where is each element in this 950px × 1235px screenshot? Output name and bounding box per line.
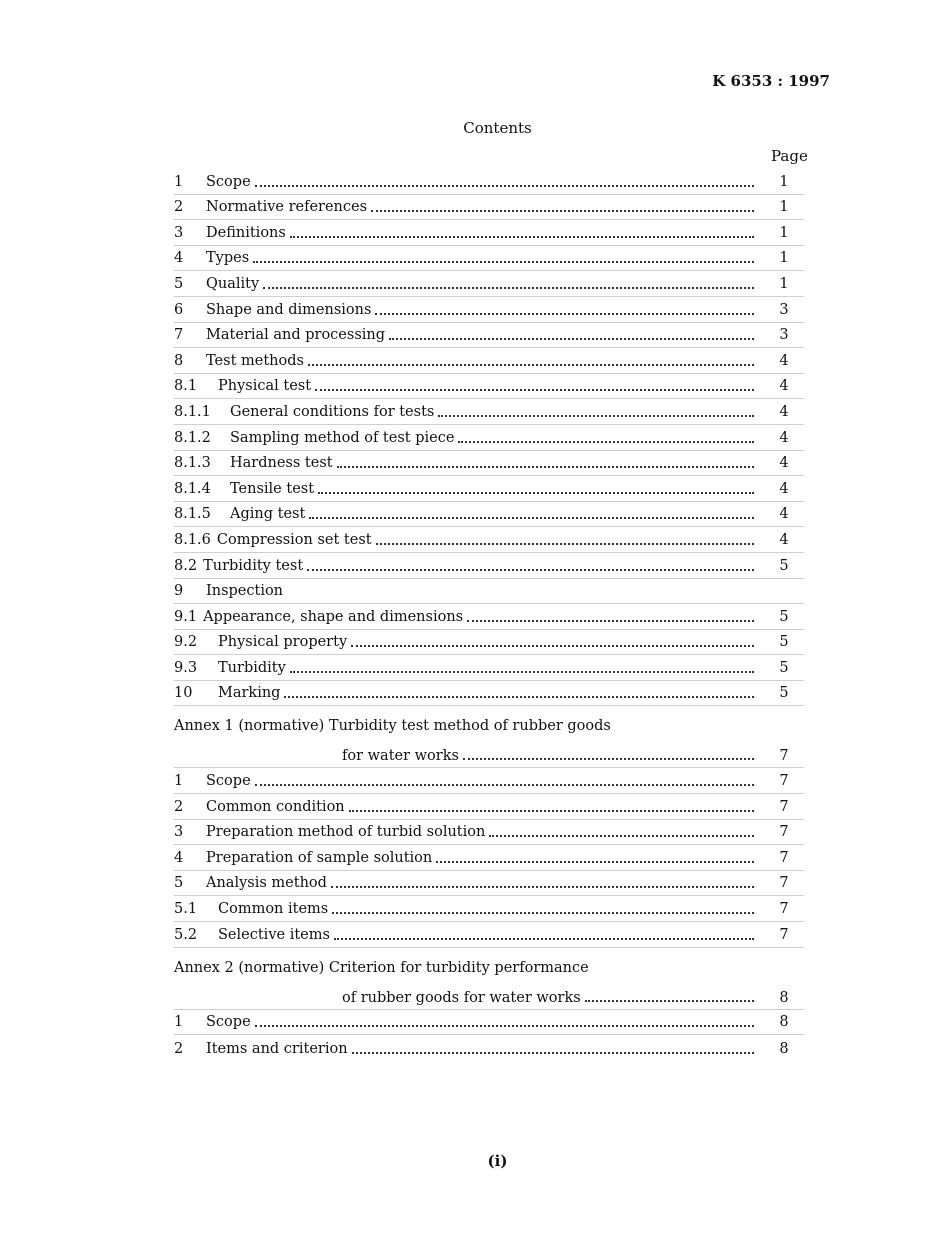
entry-number: 5 [174, 875, 184, 892]
toc-entry-8-1[interactable] [174, 374, 804, 400]
entry-number: 5.2 [174, 926, 198, 943]
entry-title: Marking [218, 685, 281, 702]
entry-page: 7 [779, 926, 789, 943]
dot-leader [463, 758, 754, 760]
toc-annex-1-entry-5[interactable] [174, 871, 804, 897]
entry-number: 10 [174, 685, 193, 702]
entry-title: Types [206, 250, 250, 267]
entry-page: 3 [779, 301, 789, 318]
toc-entry-1[interactable] [174, 169, 804, 195]
toc-entry-6[interactable] [174, 297, 804, 323]
entry-number: 9.3 [174, 659, 198, 676]
entry-number: 5 [174, 275, 184, 292]
entry-number: 8.2 [174, 557, 198, 574]
dot-leader [309, 517, 754, 519]
entry-number: 9 [174, 583, 184, 600]
toc-annex-1-entry-2[interactable] [174, 794, 804, 820]
toc-annex-1-entry-3[interactable] [174, 820, 804, 846]
entry-title: Preparation of sample solution [206, 849, 433, 866]
entry-page: 3 [779, 327, 789, 344]
annex-title-continued: of rubber goods for water works [342, 989, 581, 1006]
contents-title: Contents [463, 119, 532, 137]
dot-leader [332, 912, 754, 914]
toc-annex-1[interactable] [174, 716, 804, 768]
entry-page: 4 [779, 429, 789, 446]
entry-number: 8.1.5 [174, 506, 211, 523]
toc-entry-5[interactable] [174, 271, 804, 297]
annex-title: Annex 2 (normative) Criterion for turbidity performance [174, 959, 589, 976]
entry-number: 7 [174, 327, 184, 344]
dot-leader [308, 364, 754, 366]
entry-page: 4 [779, 403, 789, 420]
toc-entry-9-3[interactable] [174, 655, 804, 681]
annex-title: Annex 1 (normative) Turbidity test method of rubber goods [174, 718, 611, 735]
dot-leader [318, 492, 754, 494]
entry-page: 1 [779, 275, 789, 292]
entry-number: 1 [174, 773, 184, 790]
dot-leader [307, 569, 754, 571]
dot-leader [255, 185, 754, 187]
dot-leader [315, 389, 754, 391]
dot-leader [255, 784, 754, 786]
entry-title: Preparation method of turbid solution [206, 824, 486, 841]
entry-page: 5 [779, 634, 789, 651]
dot-leader [290, 671, 754, 673]
entry-title: Normative references [206, 199, 368, 216]
page-number-footer: (i) [487, 1152, 508, 1170]
toc-entry-7[interactable] [174, 323, 804, 349]
dot-leader [255, 1025, 754, 1027]
toc-entry-9[interactable] [174, 579, 804, 605]
entry-title: Hardness test [230, 455, 333, 472]
entry-title: Selective items [218, 926, 330, 943]
entry-number: 8.1 [174, 378, 198, 395]
toc-annex-1-entry-4[interactable] [174, 845, 804, 871]
entry-page: 7 [779, 849, 789, 866]
entry-title: Physical test [218, 378, 312, 395]
dot-leader [389, 338, 754, 340]
dot-leader [489, 835, 754, 837]
entry-title: Sampling method of test piece [230, 429, 455, 446]
dot-leader [458, 441, 754, 443]
toc-annex-2-entry-1[interactable] [174, 1010, 804, 1036]
toc-entry-8-1-1[interactable] [174, 399, 804, 425]
dot-leader [351, 645, 754, 647]
dot-leader [376, 543, 754, 545]
toc-annex-2[interactable] [174, 958, 804, 1010]
entry-title: Material and processing [206, 327, 386, 344]
dot-leader [585, 1000, 754, 1002]
entry-number: 5.1 [174, 901, 198, 918]
annex-title-continued: for water works [342, 748, 459, 765]
entry-title: Aging test [230, 506, 306, 523]
entry-page: 7 [779, 901, 789, 918]
page-column-label: Page [771, 147, 808, 165]
toc-entry-8[interactable] [174, 348, 804, 374]
toc-entry-8-1-4[interactable] [174, 476, 804, 502]
entry-page: 7 [779, 773, 789, 790]
dot-leader [263, 287, 754, 289]
dot-leader [352, 1052, 754, 1054]
toc-entry-10[interactable] [174, 681, 804, 707]
entry-page: 8 [779, 1014, 789, 1031]
entry-title: Definitions [206, 224, 286, 241]
toc-entry-8-1-2[interactable] [174, 425, 804, 451]
document-id: K 6353 : 1997 [712, 72, 830, 90]
toc-entry-9-2[interactable] [174, 630, 804, 656]
entry-page: 5 [779, 685, 789, 702]
toc-entry-8-1-6[interactable] [174, 527, 804, 553]
entry-title: Quality [206, 275, 260, 292]
entry-title: Scope [206, 1014, 251, 1031]
entry-number: 2 [174, 199, 184, 216]
dot-leader [371, 210, 754, 212]
entry-number: 3 [174, 224, 184, 241]
entry-page: 5 [779, 608, 789, 625]
entry-page: 1 [779, 199, 789, 216]
entry-title: Turbidity [218, 659, 286, 676]
entry-number: 2 [174, 1040, 184, 1057]
entry-page: 5 [779, 659, 789, 676]
entry-page: 8 [779, 1040, 789, 1057]
entry-number: 2 [174, 798, 184, 815]
entry-title: Analysis method [206, 875, 327, 892]
dot-leader [436, 861, 754, 863]
entry-page: 1 [779, 250, 789, 267]
entry-title: General conditions for tests [230, 403, 435, 420]
table-of-contents [174, 169, 804, 1061]
toc-annex-1-entry-5-2[interactable] [174, 922, 804, 948]
entry-page: 8 [779, 989, 789, 1006]
toc-annex-1-entry-5-1[interactable] [174, 896, 804, 922]
entry-title: Common condition [206, 798, 345, 815]
entry-title: Compression set test [216, 531, 372, 548]
toc-annex-1-entry-1[interactable] [174, 768, 804, 794]
entry-number: 8.1.3 [174, 455, 211, 472]
dot-leader [438, 415, 754, 417]
entry-title: Common items [218, 901, 329, 918]
entry-number: 9.2 [174, 634, 198, 651]
dot-leader [337, 466, 754, 468]
entry-title: Test methods [206, 352, 304, 369]
entry-page: 4 [779, 378, 789, 395]
entry-title: Scope [206, 773, 251, 790]
entry-number: 3 [174, 824, 184, 841]
entry-title: Turbidity test [203, 557, 304, 574]
toc-entry-8-2[interactable] [174, 553, 804, 579]
dot-leader [375, 313, 754, 315]
entry-number: 8.1.6 [174, 531, 211, 548]
toc-entry-2[interactable] [174, 195, 804, 221]
entry-page: 4 [779, 531, 789, 548]
entry-title: Appearance, shape and dimensions [203, 608, 464, 625]
dot-leader [331, 886, 754, 888]
entry-page: 4 [779, 455, 789, 472]
dot-leader [290, 236, 754, 238]
entry-number: 9.1 [174, 608, 198, 625]
entry-page: 1 [779, 173, 789, 190]
entry-number: 4 [174, 250, 184, 267]
entry-page: 1 [779, 224, 789, 241]
entry-number: 6 [174, 301, 184, 318]
entry-title: Shape and dimensions [206, 301, 372, 318]
entry-number: 8.1.1 [174, 403, 211, 420]
entry-page: 4 [779, 352, 789, 369]
toc-entry-9-1[interactable] [174, 604, 804, 630]
dot-leader [349, 810, 754, 812]
entry-number: 8.1.2 [174, 429, 211, 446]
entry-title: Scope [206, 173, 251, 190]
entry-page: 4 [779, 506, 789, 523]
entry-number: 1 [174, 1014, 184, 1031]
entry-number: 1 [174, 173, 184, 190]
toc-entry-8-1-3[interactable] [174, 451, 804, 477]
dot-leader [334, 938, 754, 940]
entry-number: 4 [174, 849, 184, 866]
entry-title: Tensile test [230, 480, 315, 497]
entry-page: 7 [779, 748, 789, 765]
entry-number: 8.1.4 [174, 480, 211, 497]
entry-title: Items and criterion [206, 1040, 348, 1057]
toc-entry-3[interactable] [174, 220, 804, 246]
entry-title: Inspection [206, 583, 284, 600]
entry-page: 7 [779, 798, 789, 815]
toc-annex-2-entry-2[interactable] [174, 1035, 804, 1061]
entry-number: 8 [174, 352, 184, 369]
entry-page: 4 [779, 480, 789, 497]
entry-title: Physical property [218, 634, 348, 651]
toc-entry-4[interactable] [174, 246, 804, 272]
dot-leader [253, 261, 754, 263]
entry-page: 5 [779, 557, 789, 574]
entry-page: 7 [779, 824, 789, 841]
dot-leader [284, 696, 754, 698]
dot-leader [467, 620, 754, 622]
entry-page: 7 [779, 875, 789, 892]
toc-entry-8-1-5[interactable] [174, 502, 804, 528]
